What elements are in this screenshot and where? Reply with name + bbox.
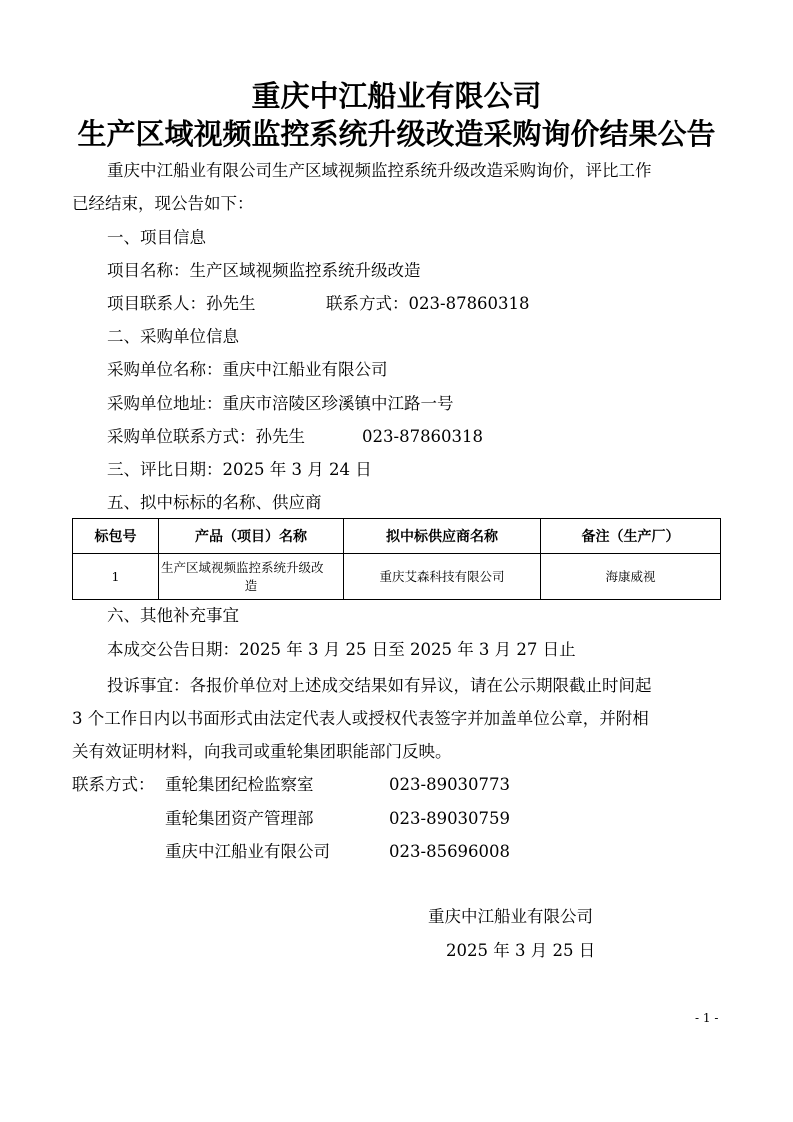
table-header-row [73,519,721,554]
cell-package: 1 [73,554,159,600]
cell-product [159,554,344,600]
table-header-product: 产品（项目）名称 [159,519,344,554]
table-header-remark: 备注（生产厂） [541,519,721,554]
document-title-company: 重庆中江船业有限公司 [251,79,542,113]
complaint-line-2: 3 个工作日内以书面形式由法定代表人或授权代表签字并加盖单位公章，并附相 [72,709,649,728]
contact-phone-discipline: 023-89030773 [389,775,511,794]
contact-name-company: 重庆中江船业有限公司 [165,842,330,861]
evaluation-date: 三、评比日期：2025 年 3 月 24 日 [107,460,372,479]
cell-product-line-1: 生产区域视频监控系统升级改 [161,559,324,575]
purchaser-phone: 023-87860318 [362,427,484,446]
complaint-line-1: 投诉事宜：各报价单位对上述成交结果如有异议，请在公示期限截止时间起 [107,676,652,695]
section-purchaser-heading: 二、采购单位信息 [107,327,239,346]
intro-line-1: 重庆中江船业有限公司生产区域视频监控系统升级改造采购询价，评比工作 [107,161,652,180]
purchaser-name: 采购单位名称：重庆中江船业有限公司 [107,360,388,379]
project-contact-phone: 联系方式：023-87860318 [326,294,530,313]
deal-announcement-date: 本成交公告日期：2025 年 3 月 25 日至 2025 年 3 月 27 日止 [107,640,576,659]
winning-bid-table [72,518,721,600]
contact-name-discipline: 重轮集团纪检监察室 [165,775,314,794]
section-winning-bid-heading: 五、拟中标标的名称、供应商 [107,493,322,512]
purchaser-contact: 采购单位联系方式：孙先生 [107,427,305,446]
table-header-supplier: 拟中标供应商名称 [344,519,541,554]
signature-date: 2025 年 3 月 25 日 [446,941,596,960]
intro-line-2: 已经结束，现公告如下： [72,194,254,213]
section-other-matters-heading: 六、其他补充事宜 [107,606,239,625]
contact-phone-asset-dept: 023-89030759 [389,809,511,828]
section-project-info-heading: 一、项目信息 [107,228,206,247]
contacts-label: 联系方式： [72,775,155,794]
signature-company: 重庆中江船业有限公司 [428,907,593,926]
cell-product-line-2: 造 [244,577,258,593]
cell-supplier: 重庆艾森科技有限公司 [344,554,541,600]
contact-phone-company: 023-85696008 [389,842,511,861]
contact-name-asset-dept: 重轮集团资产管理部 [165,809,314,828]
project-name: 项目名称：生产区域视频监控系统升级改造 [107,261,421,280]
project-contact-person: 项目联系人：孙先生 [107,294,256,313]
complaint-line-3: 关有效证明材料，向我司或重轮集团职能部门反映。 [72,742,452,761]
page-number: - 1 - [695,1011,719,1025]
cell-remark: 海康威视 [541,554,721,600]
table-header-package: 标包号 [73,519,159,554]
document-title-announcement: 生产区域视频监控系统升级改造采购询价结果公告 [77,117,716,151]
table-row [73,554,721,600]
purchaser-address: 采购单位地址：重庆市涪陵区珍溪镇中江路一号 [107,394,454,413]
